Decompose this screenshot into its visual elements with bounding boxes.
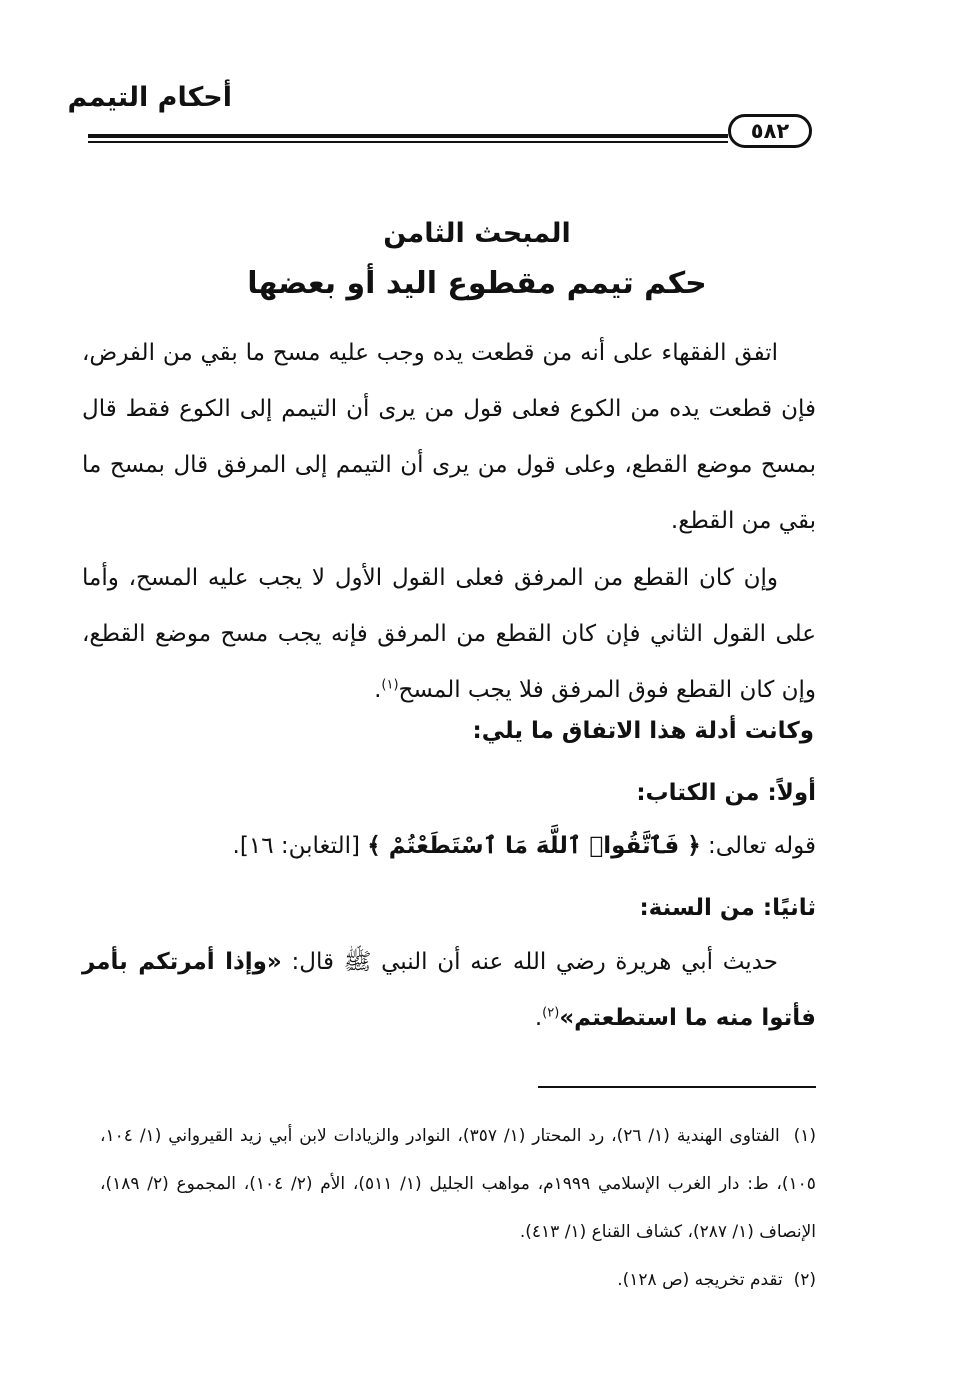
section-title: حكم تيمم مقطوع اليد أو بعضها <box>247 266 707 301</box>
footnote-ref-1: (١) <box>381 677 399 693</box>
paragraph-2 <box>82 550 816 718</box>
footnote-1-text: الفتاوى الهندية (١/ ٢٦)، رد المحتار (١/ ٣٥٧)، النوادر والزيادات لابن أبي زيد القيرواني (١/ ١٠٤، ١٠٥)، ط: دار الغرب الإسلامي ١٩٩٩م، مواهب الجليل (١/ ٥١١)، الأم (٢/ ١٠٤)، المجموع (٢/ ١٨٩)، الإنصاف (١/ ٢٨٧)، كشاف القناع (١/ ٤١٣). <box>100 1126 816 1242</box>
subheading-book: أولاً: من الكتاب: <box>636 780 816 806</box>
header-rule-thick <box>88 134 728 138</box>
page-number-badge <box>728 114 812 148</box>
verse-reference: [التغابن: ١٦]. <box>232 833 360 859</box>
evidence-intro: وكانت أدلة هذا الاتفاق ما يلي: <box>472 718 814 744</box>
page-number: ٥٨٢ <box>750 119 790 143</box>
footnote-2-text: تقدم تخريجه (ص ١٢٨). <box>617 1270 783 1290</box>
footnote-2 <box>100 1256 816 1304</box>
quran-verse: ﴿ فَٱتَّقُوا۟ ٱللَّهَ مَا ٱسْتَطَعْتُمْ ﴾ <box>367 833 701 859</box>
paragraph-2-end: . <box>374 677 382 703</box>
section-heading: المبحث الثامن <box>383 218 571 249</box>
verse-intro: قوله تعالى: <box>708 833 816 859</box>
footnote-ref-2: (٢) <box>542 1005 560 1021</box>
hadith-end: . <box>534 1005 543 1031</box>
footnote-1 <box>100 1112 816 1256</box>
footnotes <box>100 1112 816 1304</box>
footnote-1-marker: (١) <box>793 1126 816 1146</box>
hadith-paragraph <box>82 934 816 1046</box>
running-title: أحكام التيمم <box>67 82 232 113</box>
verse-line <box>233 833 816 859</box>
paragraph-1: اتفق الفقهاء على أنه من قطعت يده وجب عليه مسح ما بقي من الفرض، فإن قطعت يده من الكوع فعلى قول من يرى أن التيمم إلى الكوع فقط قال بمسح موضع القطع، وعلى قول من يرى أن التيمم إلى المرفق قال بمسح ما بقي من القطع. <box>82 340 816 534</box>
paragraph-2-text: وإن كان القطع من المرفق فعلى القول الأول لا يجب عليه المسح، وأما على القول الثاني فإن كان القطع من المرفق فإنه يجب مسح موضع القطع، وإن كان القطع فوق المرفق فلا يجب المسح <box>82 565 816 703</box>
hadith-text: «وإذا أمرتكم بأمر فأتوا منه ما استطعتم» <box>82 949 816 1031</box>
footnote-separator <box>538 1086 816 1088</box>
header-rule-thin <box>88 141 728 143</box>
subheading-sunnah: ثانيًا: من السنة: <box>639 895 816 921</box>
footnote-2-marker: (٢) <box>793 1270 816 1290</box>
hadith-intro: حديث أبي هريرة رضي الله عنه أن النبي ﷺ قال: <box>291 949 778 975</box>
